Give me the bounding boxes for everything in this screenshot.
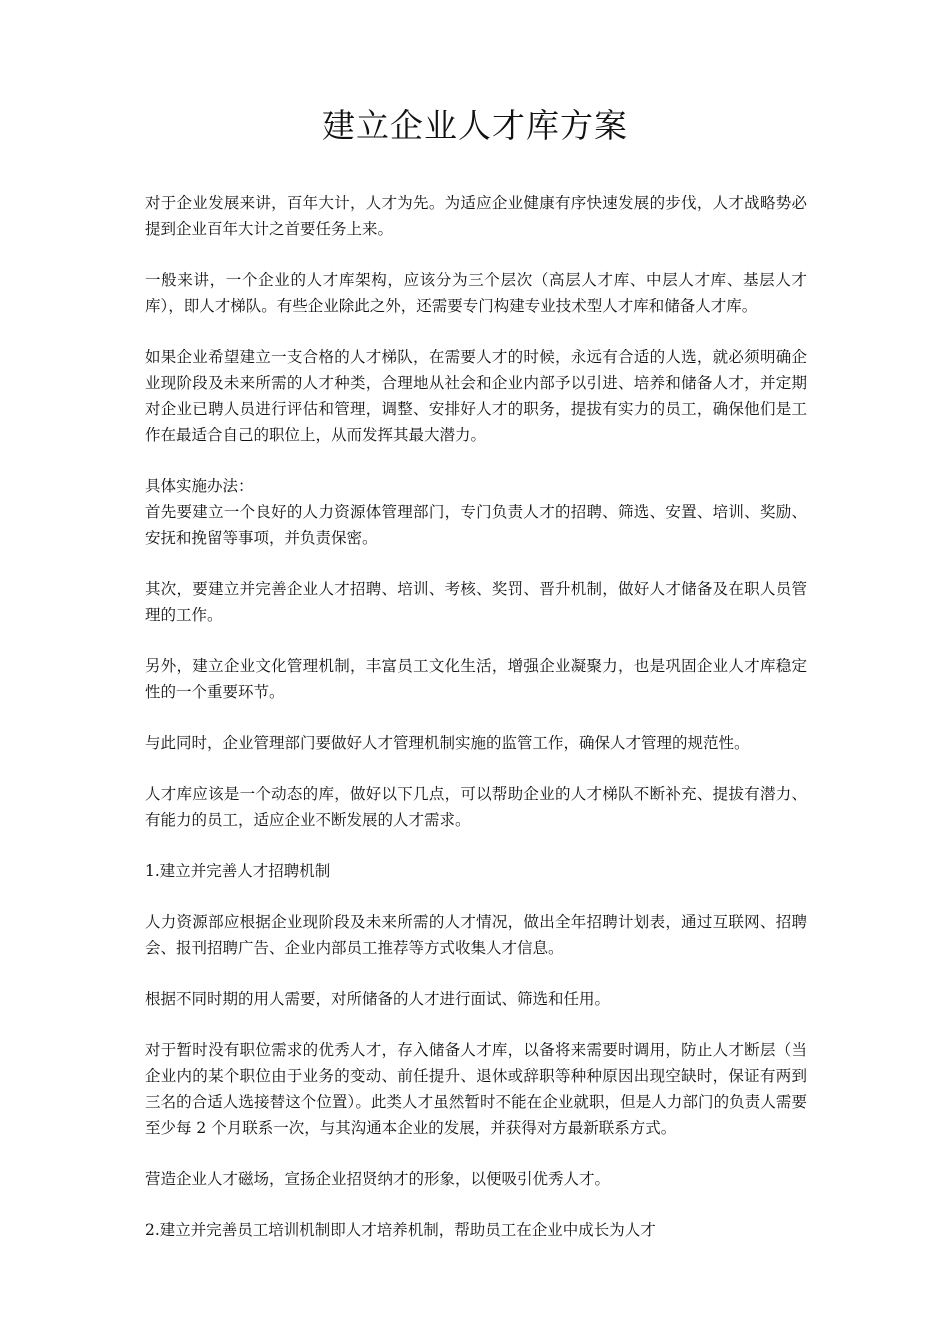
document-title: 建立企业人才库方案 <box>322 106 628 145</box>
paragraph-recruitment-plan: 人力资源部应根据企业现阶段及未来所需的人才情况，做出全年招聘计划表，通过互联网、招聘会、报刊招聘广告、企业内部员工推荐等方式收集人才信息。 <box>145 913 807 957</box>
paragraph-interview-selection: 根据不同时期的用人需要，对所储备的人才进行面试、筛选和任用。 <box>145 990 611 1008</box>
paragraph-structure: 一般来讲，一个企业的人才库架构，应该分为三个层次（高层人才库、中层人才库、基层人才库），即人才梯队。有些企业除此之外，还需要专门构建专业技术型人才库和储备人才库。 <box>145 271 807 315</box>
section-heading-training: 2.建立并完善员工培训机制即人才培养机制，帮助员工在企业中成长为人才 <box>145 1221 656 1239</box>
paragraph-dynamic-pool: 人才库应该是一个动态的库，做好以下几点，可以帮助企业的人才梯队不断补充、提拔有潜力、有能力的员工，适应企业不断发展的人才需求。 <box>145 785 807 829</box>
paragraph-talent-echelon: 如果企业希望建立一支合格的人才梯队，在需要人才的时候，永远有合适的人选，就必须明确企业现阶段及未来所需的人才种类，合理地从社会和企业内部予以引进、培养和储备人才，并定期对企业已聘人员进行评估和管理，调整、安排好人才的职务，提拔有实力的员工，确保他们是工作在最适合自己的职位上，从而发挥其最大潜力。 <box>145 348 807 444</box>
paragraph-culture: 另外，建立企业文化管理机制，丰富员工文化生活，增强企业凝聚力，也是巩固企业人才库稳定性的一个重要环节。 <box>145 657 807 701</box>
paragraph-mechanisms: 其次，要建立并完善企业人才招聘、培训、考核、奖罚、晋升机制，做好人才储备及在职人员管理的工作。 <box>145 580 807 624</box>
document-body <box>145 190 807 1268</box>
paragraph-hr-department: 首先要建立一个良好的人力资源体管理部门，专门负责人才的招聘、筛选、安置、培训、奖励、安抚和挽留等事项，并负责保密。 <box>145 503 807 547</box>
section-heading-recruitment: 1.建立并完善人才招聘机制 <box>145 862 331 880</box>
paragraph-talent-magnet: 营造企业人才磁场，宣扬企业招贤纳才的形象，以便吸引优秀人才。 <box>145 1170 611 1188</box>
paragraph-implementation-heading: 具体实施办法： <box>145 477 254 495</box>
paragraph-supervision: 与此同时，企业管理部门要做好人才管理机制实施的监管工作，确保人才管理的规范性。 <box>145 734 750 752</box>
paragraph-reserve-talent: 对于暂时没有职位需求的优秀人才，存入储备人才库，以备将来需要时调用，防止人才断层（当企业内的某个职位由于业务的变动、前任提升、退休或辞职等种种原因出现空缺时，保证有两到三名的合适人选接替这个位置）。此类人才虽然暂时不能在企业就职，但是人力部门的负责人需要至少每 2 个月联系一次，与其沟通本企业的发展，并获得对方最新联系方式。 <box>145 1041 807 1137</box>
paragraph-intro: 对于企业发展来讲，百年大计，人才为先。为适应企业健康有序快速发展的步伐，人才战略势必提到企业百年大计之首要任务上来。 <box>145 194 807 238</box>
